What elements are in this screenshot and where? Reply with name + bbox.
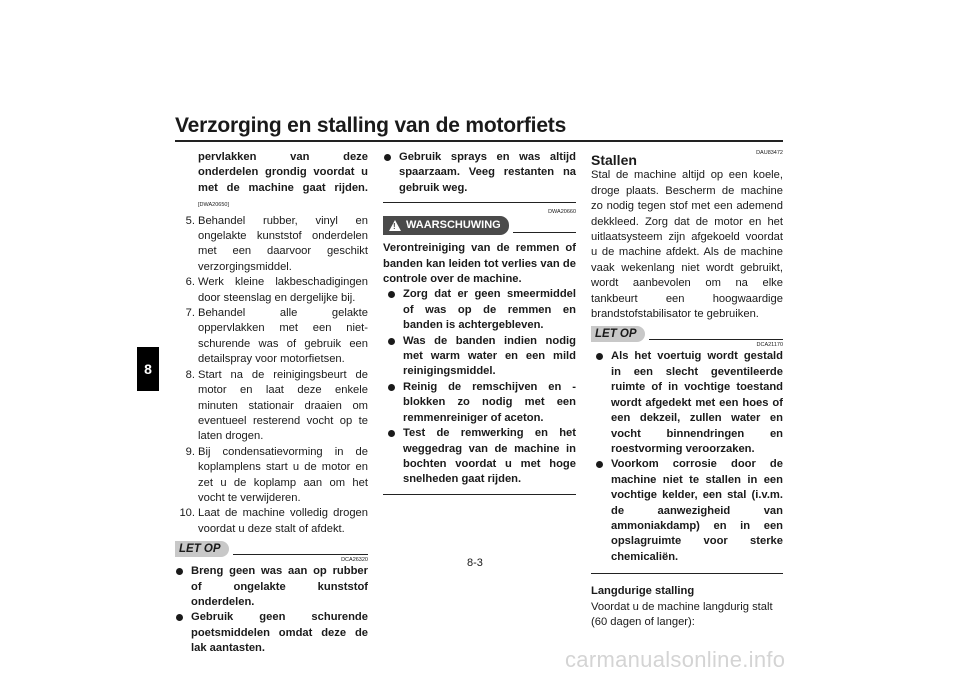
notice-rule	[649, 339, 783, 340]
warning-text: Zorg dat er geen smeermiddel of was op de remmen en banden is achtergebleven.	[403, 288, 576, 332]
list-item	[175, 506, 368, 537]
subsection-heading: Langdurige stalling	[591, 585, 695, 598]
chapter-tab: 8	[137, 347, 159, 391]
warning-badge	[383, 216, 509, 235]
list-item	[387, 426, 576, 488]
notice-code: DCA21170	[756, 342, 783, 349]
step-text: Behandel rubber, vinyl en ongelakte kunststof onderdelen met een daarvoor geschikt verzorgingsmiddel.	[198, 214, 368, 273]
step-number: 10.	[179, 507, 195, 520]
notice-header	[591, 326, 783, 342]
list-item	[387, 380, 576, 426]
step-number: 7.	[185, 307, 195, 320]
list-item	[383, 150, 576, 196]
list-item	[175, 610, 368, 656]
subsection-text: Voordat u de machine langdurig stalt (60 dagen of langer):	[591, 600, 773, 628]
step-number: 8.	[185, 368, 195, 381]
step-text: Laat de machine volledig drogen voordat u deze stalt of afdekt.	[198, 507, 368, 535]
step-text: Werk kleine lakbeschadigingen door steenslag en dergelijke bij.	[198, 276, 368, 304]
warning-header	[383, 216, 576, 235]
list-item	[387, 287, 576, 333]
warning-text: Reinig de remschijven en -blokken zo nodig met een remmenreiniger of aceton.	[403, 380, 576, 424]
column-left	[175, 150, 368, 657]
notice-badge: LET OP	[591, 326, 645, 342]
warning-text: Was de banden indien nodig met warm water en een mild reinigingsmiddel.	[403, 334, 576, 378]
list-item	[175, 275, 368, 306]
step-text: Start na de reinigingsbeurt de motor en laat deze enkele minuten stationair draaien om eventueel resterend vocht op te laten drogen.	[198, 368, 368, 443]
bullet-icon	[388, 338, 395, 345]
bullet-icon	[596, 353, 603, 360]
watermark: carmanualsonline.info	[565, 647, 786, 672]
title-rule	[175, 140, 783, 142]
bullet-icon	[388, 291, 395, 298]
notice-end-rule	[383, 202, 576, 203]
step-number: 6.	[185, 276, 195, 289]
warning-end-rule	[383, 494, 576, 495]
page-number: 8-3	[467, 557, 483, 569]
column-middle	[383, 150, 576, 495]
step-text: Behandel alle gelakte oppervlakken met een niet-schurende was of gebruik een detailspray voor motorfietsen.	[198, 307, 368, 366]
notice-text: Gebruik geen schurende poetsmiddelen omdat deze de lak aantasten.	[191, 611, 368, 655]
list-item	[175, 214, 368, 276]
bullet-icon	[596, 461, 603, 468]
notice-badge: LET OP	[175, 541, 229, 557]
list-item	[387, 334, 576, 380]
intro-paragraph	[175, 150, 368, 214]
notice-text: Als het voertuig wordt gestald in een slecht geventileerde ruimte of in vochtige toestand wordt afgedekt met een hoes of een dekzeil, zullen water en vocht binnendringen en roestvorming veroorzaken.	[611, 350, 783, 455]
notice-text: Breng geen was aan op rubber of ongelakte kunststof onderdelen.	[191, 565, 368, 608]
column-right	[591, 150, 783, 630]
notice-list-continued	[383, 150, 576, 196]
warning-triangle-icon: !	[389, 220, 401, 231]
bullet-icon	[176, 568, 183, 575]
section-paragraph: Stal de machine altijd op een koele, droge plaats. Bescherm de machine zo nodig tegen stof met een ademend dekkleed. Zorg dat de motor en het uitlaatsysteem zijn afgekoeld voordat u de machine afdekt. Als de machine vaak wekenlang niet wordt gebruikt, wordt aanbevolen om na elke tankbeurt een hoogwaardige brandstofstabilisator te gebruiken.	[591, 169, 783, 321]
list-item	[595, 457, 783, 565]
notice-code: DCA26320	[341, 557, 368, 564]
step-number: 9.	[185, 445, 195, 458]
bullet-icon	[388, 430, 395, 437]
bullet-icon	[388, 384, 395, 391]
step-list	[175, 214, 368, 538]
warning-rule	[513, 232, 576, 233]
notice-text: Gebruik sprays en was altijd spaarzaam. Veeg restanten na gebruik weg.	[399, 151, 576, 194]
warning-intro: Verontreiniging van de remmen of banden kan leiden tot verlies van de controle over de machine.	[383, 242, 576, 286]
intro-bold-text: pervlakken van deze onderdelen grondig voordat u met de machine gaat rijden.	[198, 151, 368, 194]
section-code: DAU83472	[756, 150, 783, 156]
step-text: Bij condensatievorming in de koplamplens start u de motor en zet u de koplamp aan om het vocht te verwijderen.	[198, 445, 368, 504]
bullet-icon	[384, 154, 391, 161]
warning-label: WAARSCHUWING	[406, 219, 501, 232]
list-item	[175, 445, 368, 507]
page-title: Verzorging en stalling van de motorfiets	[175, 114, 567, 137]
notice-header	[175, 541, 368, 557]
list-item	[175, 368, 368, 445]
warning-code: DWA20660	[548, 209, 576, 216]
section-heading: Stallen	[591, 152, 637, 168]
list-item	[175, 306, 368, 368]
notice-text: Voorkom corrosie door de machine niet te stallen in een vochtige kelder, een stal (i.v.m. de aanwezigheid van ammoniakdamp) en in een opslagruimte voor sterke chemicaliën.	[611, 458, 783, 563]
step-number: 5.	[185, 214, 195, 227]
warning-list	[383, 287, 576, 487]
notice-list	[175, 564, 368, 656]
notice-list	[591, 349, 783, 565]
notice-rule	[233, 554, 368, 555]
bullet-icon	[176, 614, 183, 621]
intro-code: [DWA20650]	[198, 202, 229, 209]
notice-end-rule	[591, 573, 783, 574]
warning-text: Test de remwerking en het weggedrag van de machine in bochten voordat u met hoge snelheden gaat rijden.	[403, 427, 576, 486]
list-item	[595, 349, 783, 457]
list-item	[175, 564, 368, 610]
